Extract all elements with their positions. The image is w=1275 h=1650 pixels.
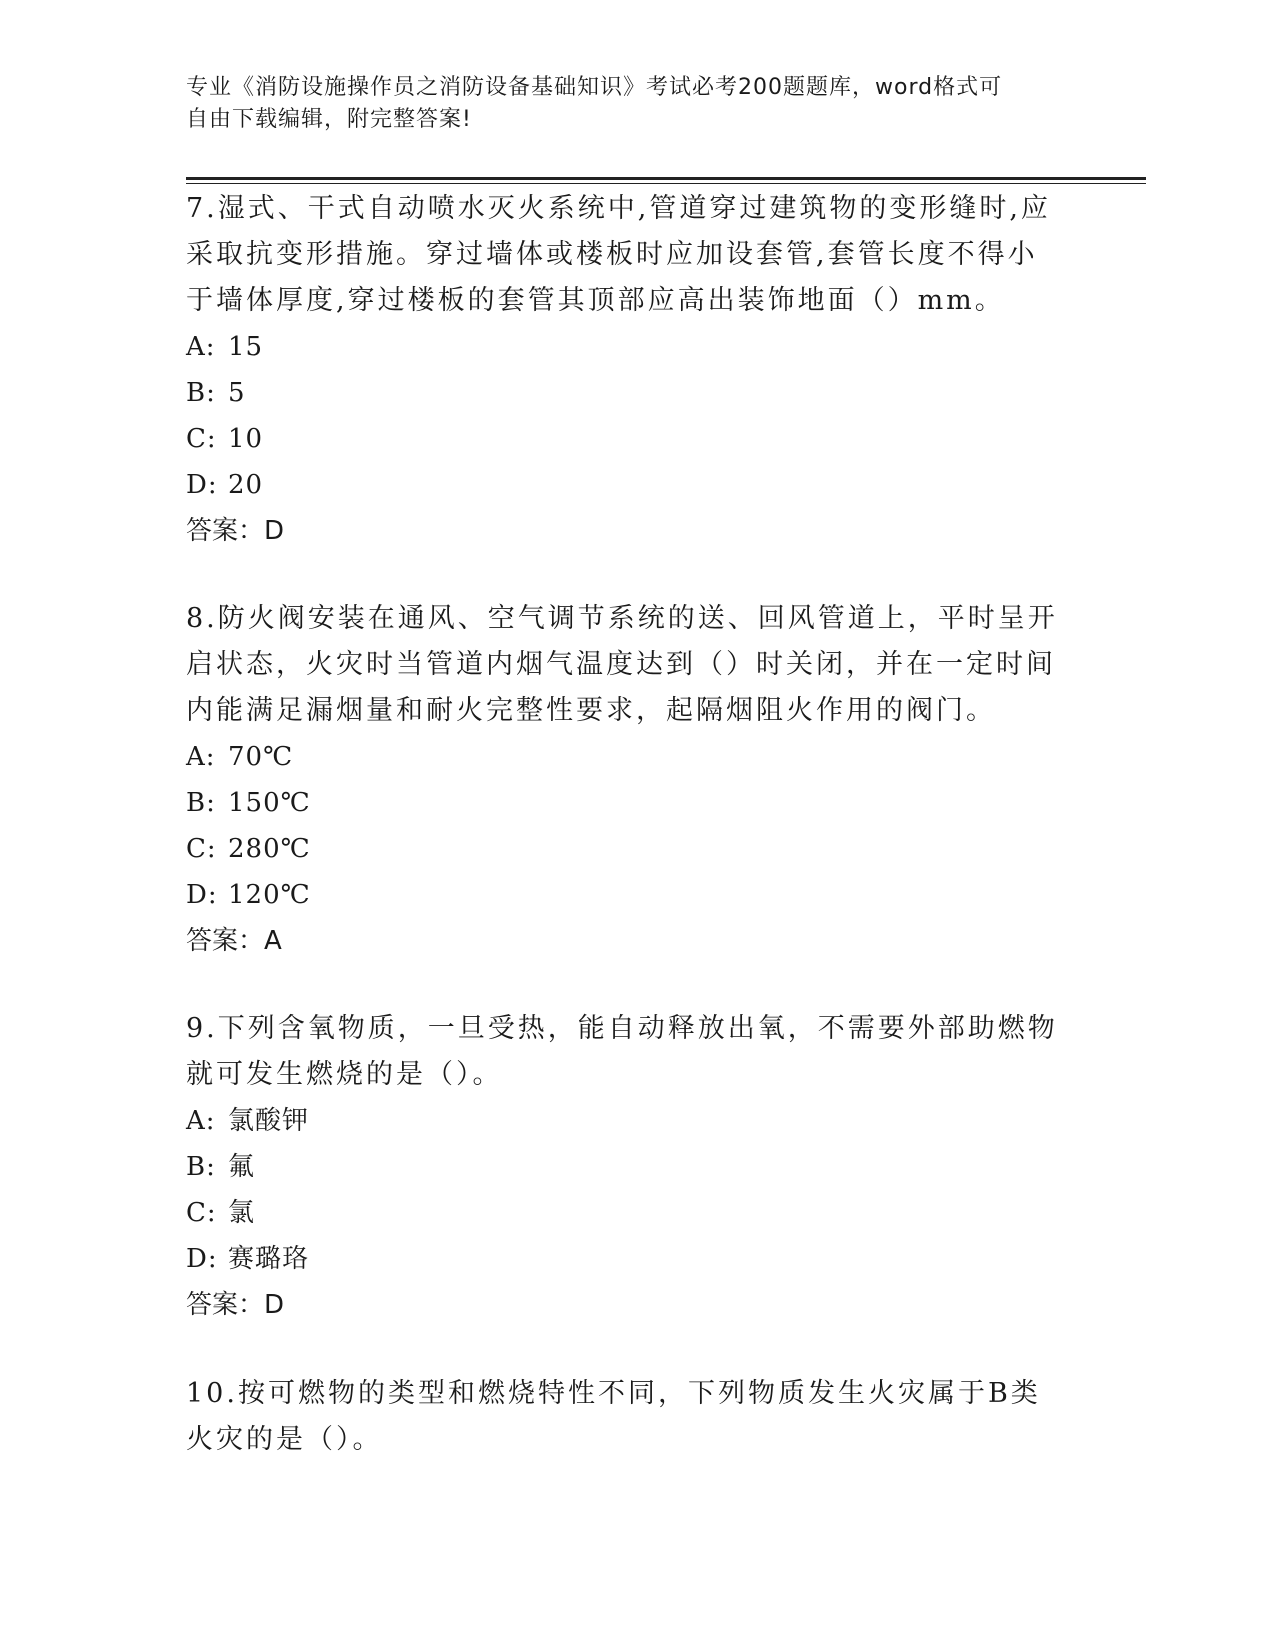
option-text: 5 <box>228 378 246 408</box>
option-c <box>186 826 1066 872</box>
question-8 <box>186 596 1066 964</box>
option-text: 70℃ <box>228 742 294 772</box>
option-letter: D: <box>186 470 218 500</box>
option-letter: A: <box>186 1106 216 1136</box>
header-line-2: 自由下载编辑，附完整答案! <box>186 107 472 132</box>
option-a <box>186 734 1066 780</box>
option-letter: C: <box>186 834 217 864</box>
option-b <box>186 780 1066 826</box>
option-letter: B: <box>186 378 216 408</box>
option-b <box>186 370 1066 416</box>
option-letter: A: <box>186 742 216 772</box>
question-stem: 10.按可燃物的类型和燃烧特性不同，下列物质发生火灾属于B类火灾的是（）。 <box>186 1378 1041 1455</box>
question-stem: 8.防火阀安装在通风、空气调节系统的送、回风管道上，平时呈开启状态，火灾时当管道内烟气温度达到（）时关闭，并在一定时间内能满足漏烟量和耐火完整性要求，起隔烟阻火作用的阀门。 <box>186 603 1058 726</box>
option-text: 氟 <box>228 1152 256 1182</box>
question-9 <box>186 1006 1066 1328</box>
option-d <box>186 872 1066 918</box>
option-a <box>186 324 1066 370</box>
option-letter: C: <box>186 424 217 454</box>
option-text: 15 <box>228 332 264 362</box>
question-7 <box>186 186 1066 554</box>
header-line-1: 专业《消防设施操作员之消防设备基础知识》考试必考200题题库，word格式可 <box>186 75 1003 100</box>
option-letter: B: <box>186 1152 216 1182</box>
answer-line: 答案：D <box>186 1290 285 1320</box>
option-letter: D: <box>186 1244 218 1274</box>
option-letter: C: <box>186 1198 217 1228</box>
option-text: 120℃ <box>228 880 311 910</box>
question-10 <box>186 1371 1066 1463</box>
option-d <box>186 462 1066 508</box>
option-letter: B: <box>186 788 216 818</box>
option-b <box>186 1144 1066 1190</box>
option-text: 280℃ <box>228 834 311 864</box>
option-letter: A: <box>186 332 216 362</box>
question-stem: 9.下列含氧物质，一旦受热，能自动释放出氧，不需要外部助燃物就可发生燃烧的是（）。 <box>186 1013 1058 1090</box>
header-divider-thick <box>186 177 1146 180</box>
option-a <box>186 1098 1066 1144</box>
option-d <box>186 1236 1066 1282</box>
option-text: 氯 <box>228 1198 256 1228</box>
answer-line: 答案：D <box>186 516 285 546</box>
option-text: 氯酸钾 <box>228 1106 310 1136</box>
document-header <box>186 72 1066 136</box>
option-c <box>186 416 1066 462</box>
answer-line: 答案：A <box>186 926 282 956</box>
option-text: 赛璐珞 <box>228 1244 310 1274</box>
option-text: 20 <box>228 470 264 500</box>
option-text: 150℃ <box>228 788 311 818</box>
option-c <box>186 1190 1066 1236</box>
option-letter: D: <box>186 880 218 910</box>
question-stem: 7.湿式、干式自动喷水灭火系统中,管道穿过建筑物的变形缝时,应采取抗变形措施。穿过墙体或楼板时应加设套管,套管长度不得小于墙体厚度,穿过楼板的套管其顶部应高出装饰地面（）mm。 <box>186 193 1051 316</box>
option-text: 10 <box>228 424 264 454</box>
header-divider-thin <box>186 183 1146 184</box>
